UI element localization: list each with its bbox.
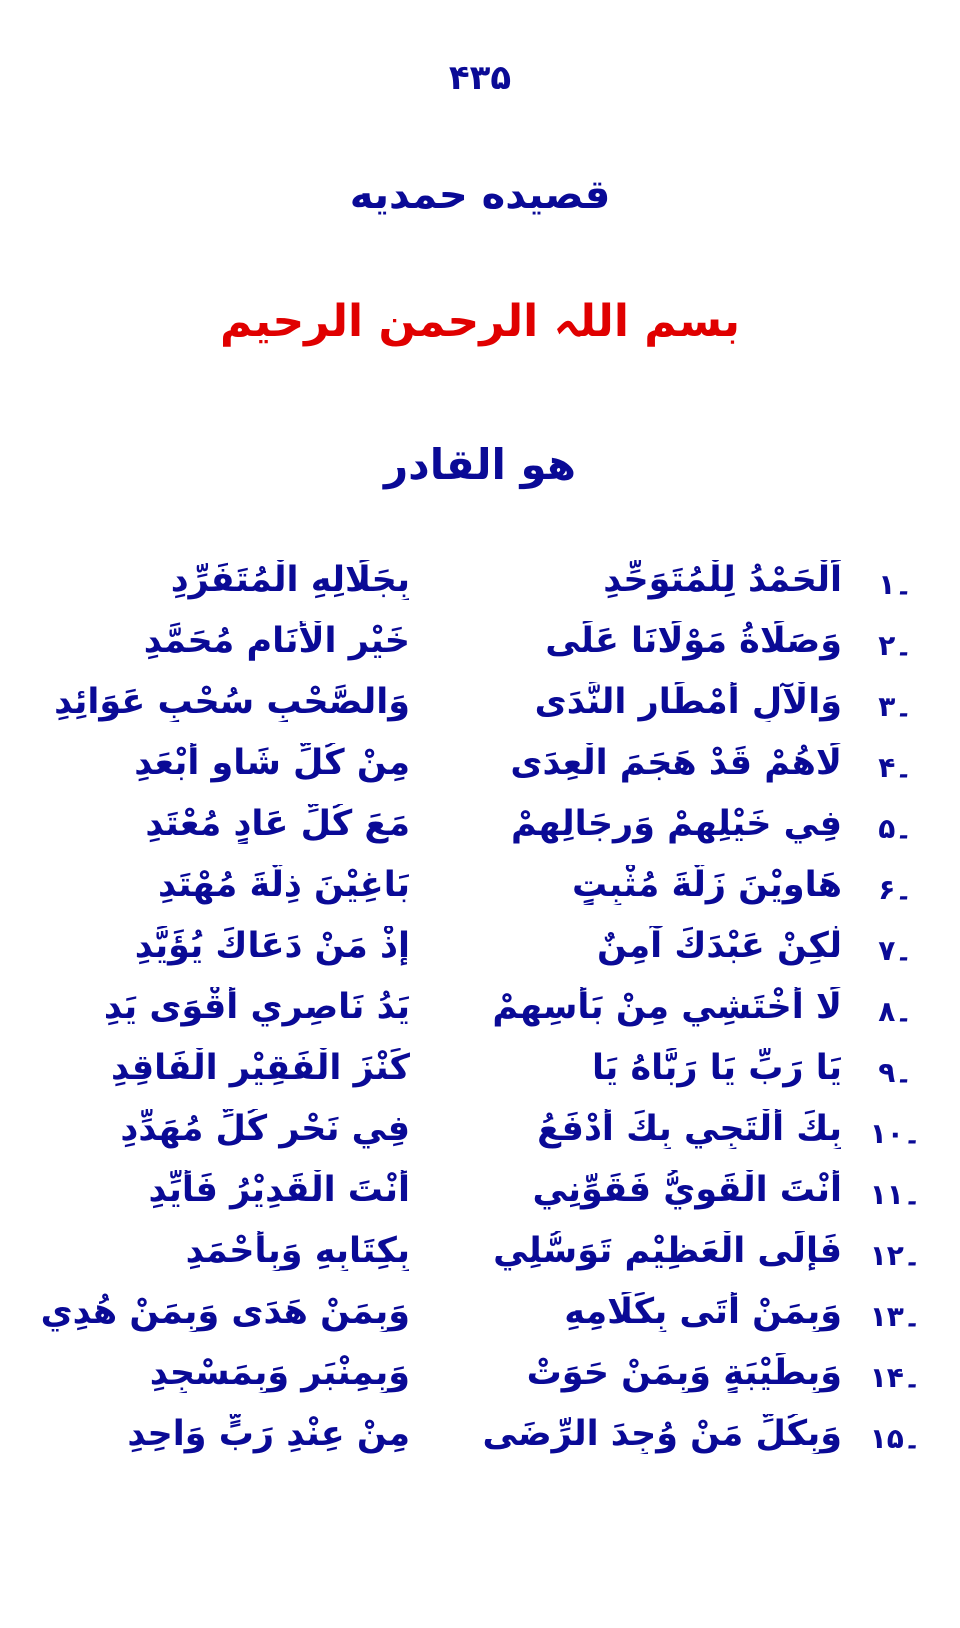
verse-first-hemistich: أَنْتَ الْقَوِيُّ فَقَوِّنِي <box>532 1170 842 1210</box>
subtitle: هو القادر <box>384 440 576 489</box>
verse-row <box>30 743 930 804</box>
verse-second-hemistich: بِجَلَالِهِ الْمُتَفَرِّدِ <box>170 560 410 600</box>
verse-first-hemistich: بِكَ أَلْتَجِي بِكَ أَدْفَعُ <box>537 1109 842 1149</box>
verse-number: ۔۷ <box>878 934 912 967</box>
verse-row <box>30 1414 930 1475</box>
verse-first-hemistich: لَاهُمْ قَدْ هَجَمَ الْعِدَى <box>510 743 842 783</box>
verse-number: ۔۱۲ <box>869 1239 921 1272</box>
verse-second-hemistich: وَالصَّحْبِ سُحْبِ عَوَائِدِ <box>54 682 410 722</box>
verse-first-hemistich: اَلْحَمْدُ لِلْمُتَوَحِّدِ <box>603 560 842 600</box>
verse-number: ۔۵ <box>878 812 912 845</box>
verse-number: ۔۱۳ <box>869 1300 921 1333</box>
verse-number: ۔۱۱ <box>869 1178 921 1211</box>
verse-second-hemistich: وَبِمَنْ هَدَى وَبِمَنْ هُدِي <box>40 1292 410 1332</box>
verse-second-hemistich: إِذْ مَنْ دَعَاكَ يُؤَيَّدِ <box>134 926 410 966</box>
verse-second-hemistich: مَعَ كُلِّ عَادٍ مُعْتَدِ <box>145 804 410 844</box>
verse-number: ۔۱۰ <box>869 1117 921 1150</box>
verse-row <box>30 621 930 682</box>
verse-row <box>30 1292 930 1353</box>
verse-first-hemistich: فِي خَيْلِهِمْ وَرِجَالِهِمْ <box>510 804 842 844</box>
verse-first-hemistich: وَبِكُلِّ مَنْ وُجِدَ الرِّضَى <box>482 1414 842 1454</box>
verse-number: ۔۲ <box>878 629 912 662</box>
verse-row <box>30 987 930 1048</box>
verse-second-hemistich: خَيْرِ الْأَنَامِ مُحَمَّدِ <box>143 621 410 661</box>
verse-number: ۔۹ <box>878 1056 912 1089</box>
verse-row <box>30 682 930 743</box>
verse-row <box>30 804 930 865</box>
verse-first-hemistich: لٰكِنْ عَبْدَكَ آمِنٌ <box>596 926 842 966</box>
verse-second-hemistich: كَنْزَ الْفَقِيْرِ الْفَاقِدِ <box>111 1048 410 1088</box>
verse-number: ۔۸ <box>878 995 912 1028</box>
verse-row <box>30 1048 930 1109</box>
basmala-calligraphy: بسم اللہ الرحمن الرحیم <box>219 296 741 347</box>
verse-first-hemistich: يَا رَبِّ يَا رَبَّاهُ يَا <box>591 1048 842 1088</box>
verse-first-hemistich: فَإِلَى الْعَظِيْمِ تَوَسُّلِي <box>493 1231 842 1271</box>
verse-number: ۔۳ <box>878 690 912 723</box>
verse-first-hemistich: وَصَلَاةُ مَوْلَانَا عَلَى <box>545 621 842 661</box>
verse-number: ۔۴ <box>878 751 912 784</box>
verse-second-hemistich: فِي نَحْرِ كُلِّ مُهَدِّدِ <box>120 1109 410 1149</box>
verse-row <box>30 865 930 926</box>
verse-row <box>30 1231 930 1292</box>
verse-second-hemistich: مِنْ عِنْدِ رَبٍّ وَاحِدِ <box>127 1414 410 1454</box>
verse-second-hemistich: بِكِتَابِهِ وَبِأَحْمَدِ <box>185 1231 410 1271</box>
verse-second-hemistich: بَاغِيْنَ ذِلَّةَ مُهْتَدِ <box>158 865 410 905</box>
verse-row <box>30 1109 930 1170</box>
verse-list <box>30 560 930 1475</box>
verse-second-hemistich: مِنْ كُلِّ شَاوٍ أَبْعَدِ <box>134 743 410 783</box>
verse-row <box>30 926 930 987</box>
verse-row <box>30 1353 930 1414</box>
verse-number: ۔۶ <box>878 873 912 906</box>
verse-first-hemistich: وَالْآلِ أَمْطَارِ النَّدَى <box>534 682 842 722</box>
verse-first-hemistich: وَبِطَيْبَةٍ وَبِمَنْ حَوَتْ <box>526 1353 842 1393</box>
verse-row <box>30 1170 930 1231</box>
verse-number: ۔۱۵ <box>869 1422 921 1455</box>
verse-second-hemistich: يَدُ نَاصِرِي أَقْوَى يَدِ <box>103 987 410 1027</box>
verse-number: ۔۱ <box>878 568 912 601</box>
verse-row <box>30 560 930 621</box>
verse-first-hemistich: هَاوِيْنَ زَلَّةَ مُثْبِتٍ <box>572 865 842 905</box>
verse-first-hemistich: لَا أَخْتَشِي مِنْ بَأْسِهِمْ <box>492 987 842 1027</box>
page-number: ۴۳۵ <box>448 58 512 98</box>
verse-second-hemistich: وَبِمِنْبَرٍ وَبِمَسْجِدِ <box>149 1353 410 1393</box>
verse-second-hemistich: أَنْتَ الْقَدِيْرُ فَأَيِّدِ <box>148 1170 410 1210</box>
verse-first-hemistich: وَبِمَنْ أَتَى بِكَلَامِهِ <box>564 1292 842 1332</box>
verse-number: ۔۱۴ <box>869 1361 921 1394</box>
page-title: قصیده حمدیه <box>349 172 611 218</box>
